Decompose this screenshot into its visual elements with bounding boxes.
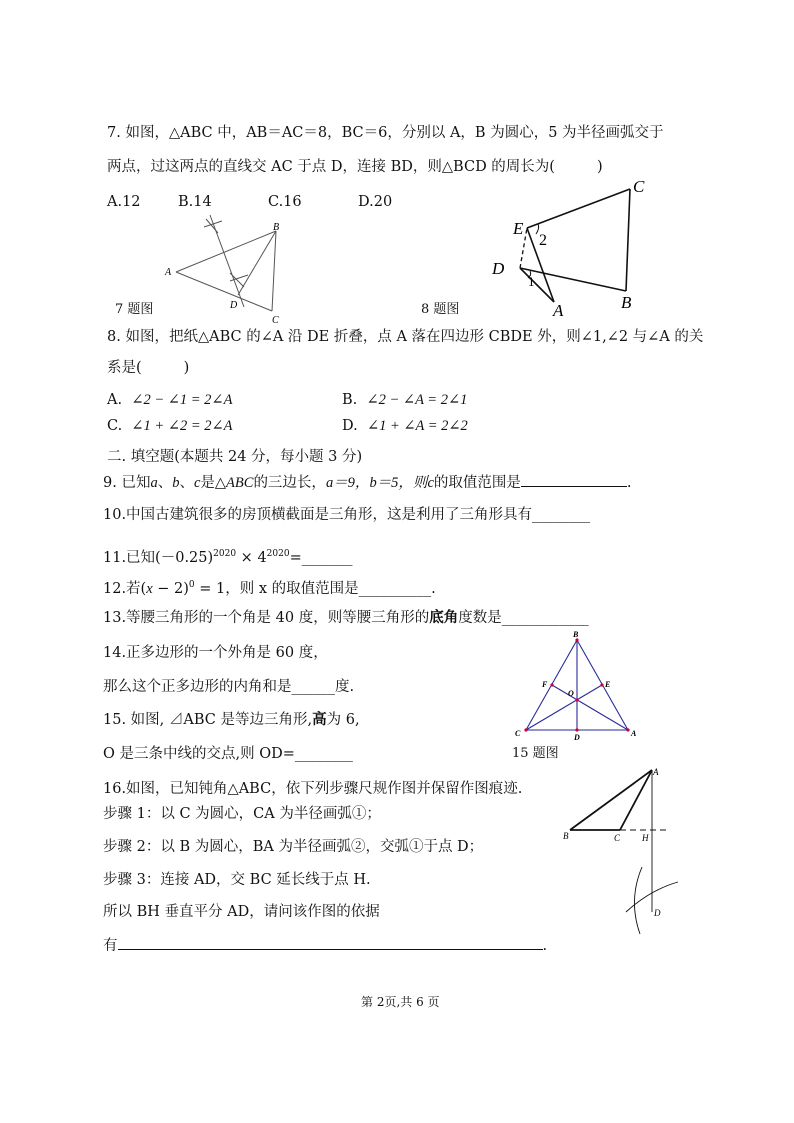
- q8-option-c-letter: C.: [107, 418, 123, 434]
- q9-line: [103, 472, 631, 492]
- q8-option-b-letter: B.: [342, 392, 358, 408]
- q8-option-b: [342, 391, 467, 409]
- q7-line1: 7. 如图，△ABC 中，AB＝AC＝8，BC＝6，分别以 A，B 为圆心，5 为半径画弧交于: [107, 125, 664, 141]
- q15-line1-post: 为 6,: [326, 712, 360, 728]
- q7-option-d: D.20: [358, 194, 393, 210]
- q9-pre: 9. 已知: [103, 475, 151, 491]
- q9-sep2: 、: [179, 475, 194, 491]
- q16-step3: 步骤 3：连接 AD，交 BC 延长线于点 H.: [103, 872, 371, 888]
- q7-line2: [107, 158, 603, 176]
- q11-post: =_______: [289, 549, 353, 566]
- q12-post: = 1，则 x 的取值范围是__________.: [194, 580, 436, 597]
- q9-end: 的取值范围是: [433, 475, 521, 491]
- fig8-label-angle1: 1: [528, 274, 535, 289]
- q14-line1: 14.正多边形的一个外角是 60 度，: [103, 645, 328, 661]
- q15-line1-pre: 15. 如图, ⊿ABC 是等边三角形,: [103, 712, 313, 728]
- figure-7: [160, 215, 300, 330]
- q16-line1: 16.如图，已知钝角△ABC，依下列步骤尺规作图并保留作图痕迹.: [103, 781, 523, 797]
- q9-mid2: 的三边长，: [253, 475, 326, 491]
- q16-step2: 步骤 2：以 B 为圆心，BA 为半径画弧②，交弧①于点 D；: [103, 839, 484, 855]
- q7-option-c: C.16: [268, 194, 302, 210]
- fig15-label-b: B: [573, 630, 579, 639]
- q13-bold: 底角: [429, 609, 459, 626]
- figure-16: [560, 762, 680, 942]
- q16-line5: 所以 BH 垂直平分 AD，请问该作图的依据: [103, 904, 380, 920]
- q12-mid: − 2): [152, 580, 189, 597]
- q7-option-a: A.12: [107, 194, 141, 210]
- q10-line: 10.中国古建筑很多的房顶横截面是三角形，这是利用了三角形具有________: [103, 507, 591, 523]
- q9-answer-blank[interactable]: [521, 472, 627, 487]
- q12-exponent: 0: [188, 580, 195, 590]
- fig15-label-c: C: [515, 729, 521, 738]
- q12-var-x: x: [146, 580, 153, 597]
- q8-close-paren: ): [183, 360, 190, 376]
- q9-dot: .: [626, 475, 632, 491]
- fig8-label-angle2: 2: [539, 232, 547, 249]
- q11-exponent2: 2020: [266, 549, 290, 559]
- q16-line6-post: .: [542, 938, 548, 954]
- section-2-heading: 二. 填空题(本题共 24 分，每小题 3 分): [107, 449, 363, 465]
- q16-step1: 步骤 1：以 C 为圆心，CA 为半径画弧①；: [103, 806, 381, 822]
- q9-b-value: b＝5，则: [369, 475, 428, 491]
- fig8-label-d: D: [492, 259, 505, 278]
- page-footer: 第 2页,共 6 页: [361, 995, 440, 1009]
- q8-option-b-expr: ∠2 − ∠A = 2∠1: [366, 392, 468, 408]
- q14-line2: 那么这个正多边形的内角和是______度.: [103, 679, 355, 695]
- q7-close-paren: ): [596, 159, 603, 175]
- q13-pre: 13.等腰三角形的一个角是 40 度，则等腰三角形的: [103, 610, 430, 626]
- q9-var-a: a: [150, 475, 158, 491]
- q13-post: 度数是____________: [458, 610, 589, 626]
- q11-line: [103, 545, 352, 567]
- q15-line1-bold: 高: [312, 711, 327, 728]
- q8-line2-text: 系是(: [107, 360, 142, 376]
- q13-line: [103, 609, 589, 627]
- q11-exponent1: 2020: [213, 549, 237, 559]
- q9-var-c2: c: [427, 475, 434, 491]
- fig8-label-b: B: [621, 293, 632, 312]
- fig16-label-c: C: [614, 833, 621, 843]
- fig16-label-h: H: [642, 833, 649, 843]
- fig15-label-a: A: [631, 729, 637, 738]
- q9-abc: ABC: [226, 475, 254, 491]
- q16-line6-pre: 有: [103, 938, 118, 954]
- fig8-label-a: A: [553, 301, 564, 320]
- fig7-label-d: D: [230, 300, 238, 311]
- q7-option-b: B.14: [178, 194, 212, 210]
- fig7-label-a: A: [165, 267, 172, 278]
- q15-figure-caption: 15 题图: [512, 746, 559, 761]
- q8-option-c: [107, 417, 233, 435]
- fig15-label-o: O: [568, 689, 574, 698]
- q11-pre: 11.已知(－0.25): [103, 549, 214, 566]
- fig7-label-b: B: [273, 222, 280, 233]
- q7-line2-text: 两点，过这两点的直线交 AC 于点 D，连接 BD，则△BCD 的周长为(: [107, 159, 555, 175]
- q7-figure-caption: 7 题图: [115, 302, 154, 317]
- q9-var-c: c: [193, 475, 201, 491]
- fig16-label-a: A: [653, 767, 659, 777]
- fig16-label-b: B: [563, 831, 569, 841]
- q8-figure-caption: 8 题图: [421, 302, 460, 317]
- q8-option-a-letter: A.: [107, 392, 123, 408]
- q8-option-d-expr: ∠1 + ∠A = 2∠2: [366, 418, 468, 434]
- q12-pre: 12.若(: [103, 580, 147, 597]
- q9-a-value: a＝9，: [325, 475, 370, 491]
- fig15-label-d: D: [574, 733, 580, 742]
- q8-option-c-expr: ∠1 + ∠2 = 2∠A: [131, 418, 233, 434]
- q9-sep1: 、: [157, 475, 173, 491]
- q9-var-b: b: [172, 475, 180, 491]
- q8-option-d: [342, 417, 468, 435]
- q11-mid: × 4: [236, 549, 267, 566]
- q15-line2: O 是三条中线的交点,则 OD=________: [103, 746, 353, 762]
- q8-option-a-expr: ∠2 − ∠1 = 2∠A: [131, 392, 233, 408]
- q9-mid: 是△: [200, 475, 227, 491]
- fig15-label-f: F: [542, 680, 548, 689]
- q15-line1: [103, 711, 360, 729]
- q8-option-d-letter: D.: [342, 418, 358, 434]
- figure-15: [512, 630, 642, 745]
- fig8-label-c: C: [633, 177, 645, 196]
- q8-line2: [107, 359, 189, 377]
- q16-answer-blank[interactable]: [118, 935, 543, 950]
- fig16-label-d: D: [654, 908, 661, 918]
- q8-option-a: [107, 391, 232, 409]
- fig8-label-e: E: [513, 219, 524, 238]
- fig15-label-e: E: [605, 680, 611, 689]
- q8-line1: 8. 如图，把纸△ABC 的∠A 沿 DE 折叠，点 A 落在四边形 CBDE 外，则∠1,∠2 与∠A 的关: [107, 329, 704, 345]
- figure-8: [490, 178, 650, 318]
- q12-line: [103, 576, 436, 598]
- q16-line6: [103, 935, 547, 955]
- fig7-label-c: C: [272, 315, 279, 326]
